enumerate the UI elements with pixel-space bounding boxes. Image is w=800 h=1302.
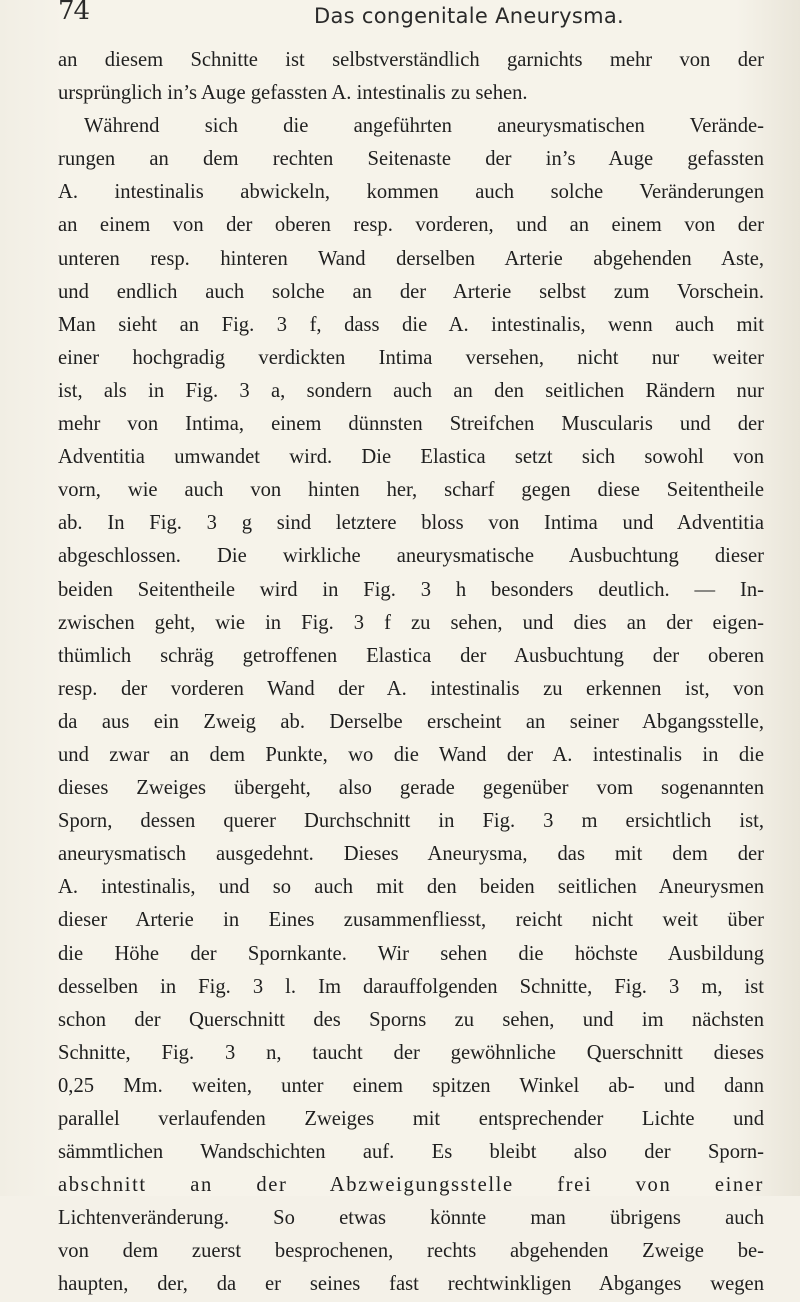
text-line: Man sieht an Fig. 3 f, dass die A. intestinalis, wenn auch mit [58, 313, 764, 336]
text-line: Sporn, dessen querer Durchschnitt in Fig. 3 m ersichtlich ist, [58, 810, 764, 833]
text-line: ursprünglich in’s Auge gefassten A. intestinalis zu sehen. [58, 82, 528, 105]
text-line: da aus ein Zweig ab. Derselbe erscheint an seiner Abgangsstelle, [58, 710, 764, 733]
running-title: Das congenitale Aneurysma. [314, 4, 624, 28]
text-line: an diesem Schnitte ist selbstverständlich garnichts mehr von der [58, 49, 764, 71]
text-line: vorn, wie auch von hinten her, scharf gegen diese Seitentheile [58, 479, 764, 502]
text-line: einer hochgradig verdickten Intima versehen, nicht nur weiter [58, 346, 764, 369]
running-head [58, 2, 760, 30]
text-line: 0,25 Mm. weiten, unter einem spitzen Winkel ab- und dann [58, 1074, 764, 1097]
text-line: schon der Querschnitt des Sporns zu sehen, und im nächsten [58, 1008, 764, 1031]
text-line: Adventitia umwandet wird. Die Elastica setzt sich sowohl von [58, 446, 764, 469]
text-line: abschnitt an der Abzweigungsstelle frei von einer [58, 1174, 764, 1197]
text-line: und endlich auch solche an der Arterie selbst zum Vorschein. [58, 280, 764, 303]
text-line: Während sich die angeführten aneurysmatischen Verände- [84, 115, 764, 138]
text-line: von dem zuerst besprochenen, rechts abgehenden Zweige be- [58, 1240, 764, 1263]
text-line: ist, als in Fig. 3 a, sondern auch an den seitlichen Rändern nur [58, 379, 764, 402]
text-line: thümlich schräg getroffenen Elastica der Ausbuchtung der oberen [58, 644, 764, 667]
text-line: Schnitte, Fig. 3 n, taucht der gewöhnliche Querschnitt dieses [58, 1041, 764, 1064]
text-line: aneurysmatisch ausgedehnt. Dieses Aneurysma, das mit dem der [58, 843, 764, 866]
text-line: A. intestinalis abwickeln, kommen auch solche Veränderungen [58, 181, 764, 204]
text-line: zwischen geht, wie in Fig. 3 f zu sehen, und dies an der eigen- [58, 611, 764, 634]
text-line: sämmtlichen Wandschichten auf. Es bleibt also der Sporn- [58, 1141, 764, 1164]
text-line: parallel verlaufenden Zweiges mit entsprechender Lichte und [58, 1108, 764, 1130]
text-line: haupten, der, da er seines fast rechtwinkligen Abganges wegen [58, 1273, 764, 1296]
text-line: resp. der vorderen Wand der A. intestinalis zu erkennen ist, von [58, 677, 764, 700]
text-line: unteren resp. hinteren Wand derselben Arterie abgehenden Aste, [58, 247, 764, 270]
text-line: an einem von der oberen resp. vorderen, und an einem von der [58, 214, 764, 237]
text-line: die Höhe der Spornkante. Wir sehen die höchste Ausbildung [58, 942, 764, 965]
body-text [58, 44, 764, 1302]
text-line: dieses Zweiges übergeht, also gerade gegenüber vom sogenannten [58, 777, 764, 800]
text-line: beiden Seitentheile wird in Fig. 3 h besonders deutlich. — In- [58, 578, 764, 601]
text-line: Lichtenveränderung. So etwas könnte man übrigens auch [58, 1207, 764, 1230]
text-line: ab. In Fig. 3 g sind letztere bloss von Intima und Adventitia [58, 512, 764, 535]
text-line: desselben in Fig. 3 l. Im darauffolgenden Schnitte, Fig. 3 m, ist [58, 975, 764, 998]
text-line: und zwar an dem Punkte, wo die Wand der A. intestinalis in die [58, 743, 764, 766]
page-number: 74 [58, 0, 90, 26]
text-line: rungen an dem rechten Seitenaste der in’s Auge gefassten [58, 148, 764, 171]
text-line: abgeschlossen. Die wirkliche aneurysmatische Ausbuchtung dieser [58, 545, 764, 568]
text-line: mehr von Intima, einem dünnsten Streifchen Muscularis und der [58, 413, 764, 436]
text-line: A. intestinalis, und so auch mit den beiden seitlichen Aneurysmen [58, 876, 764, 899]
text-line: dieser Arterie in Eines zusammenfliesst, reicht nicht weit über [58, 909, 764, 932]
